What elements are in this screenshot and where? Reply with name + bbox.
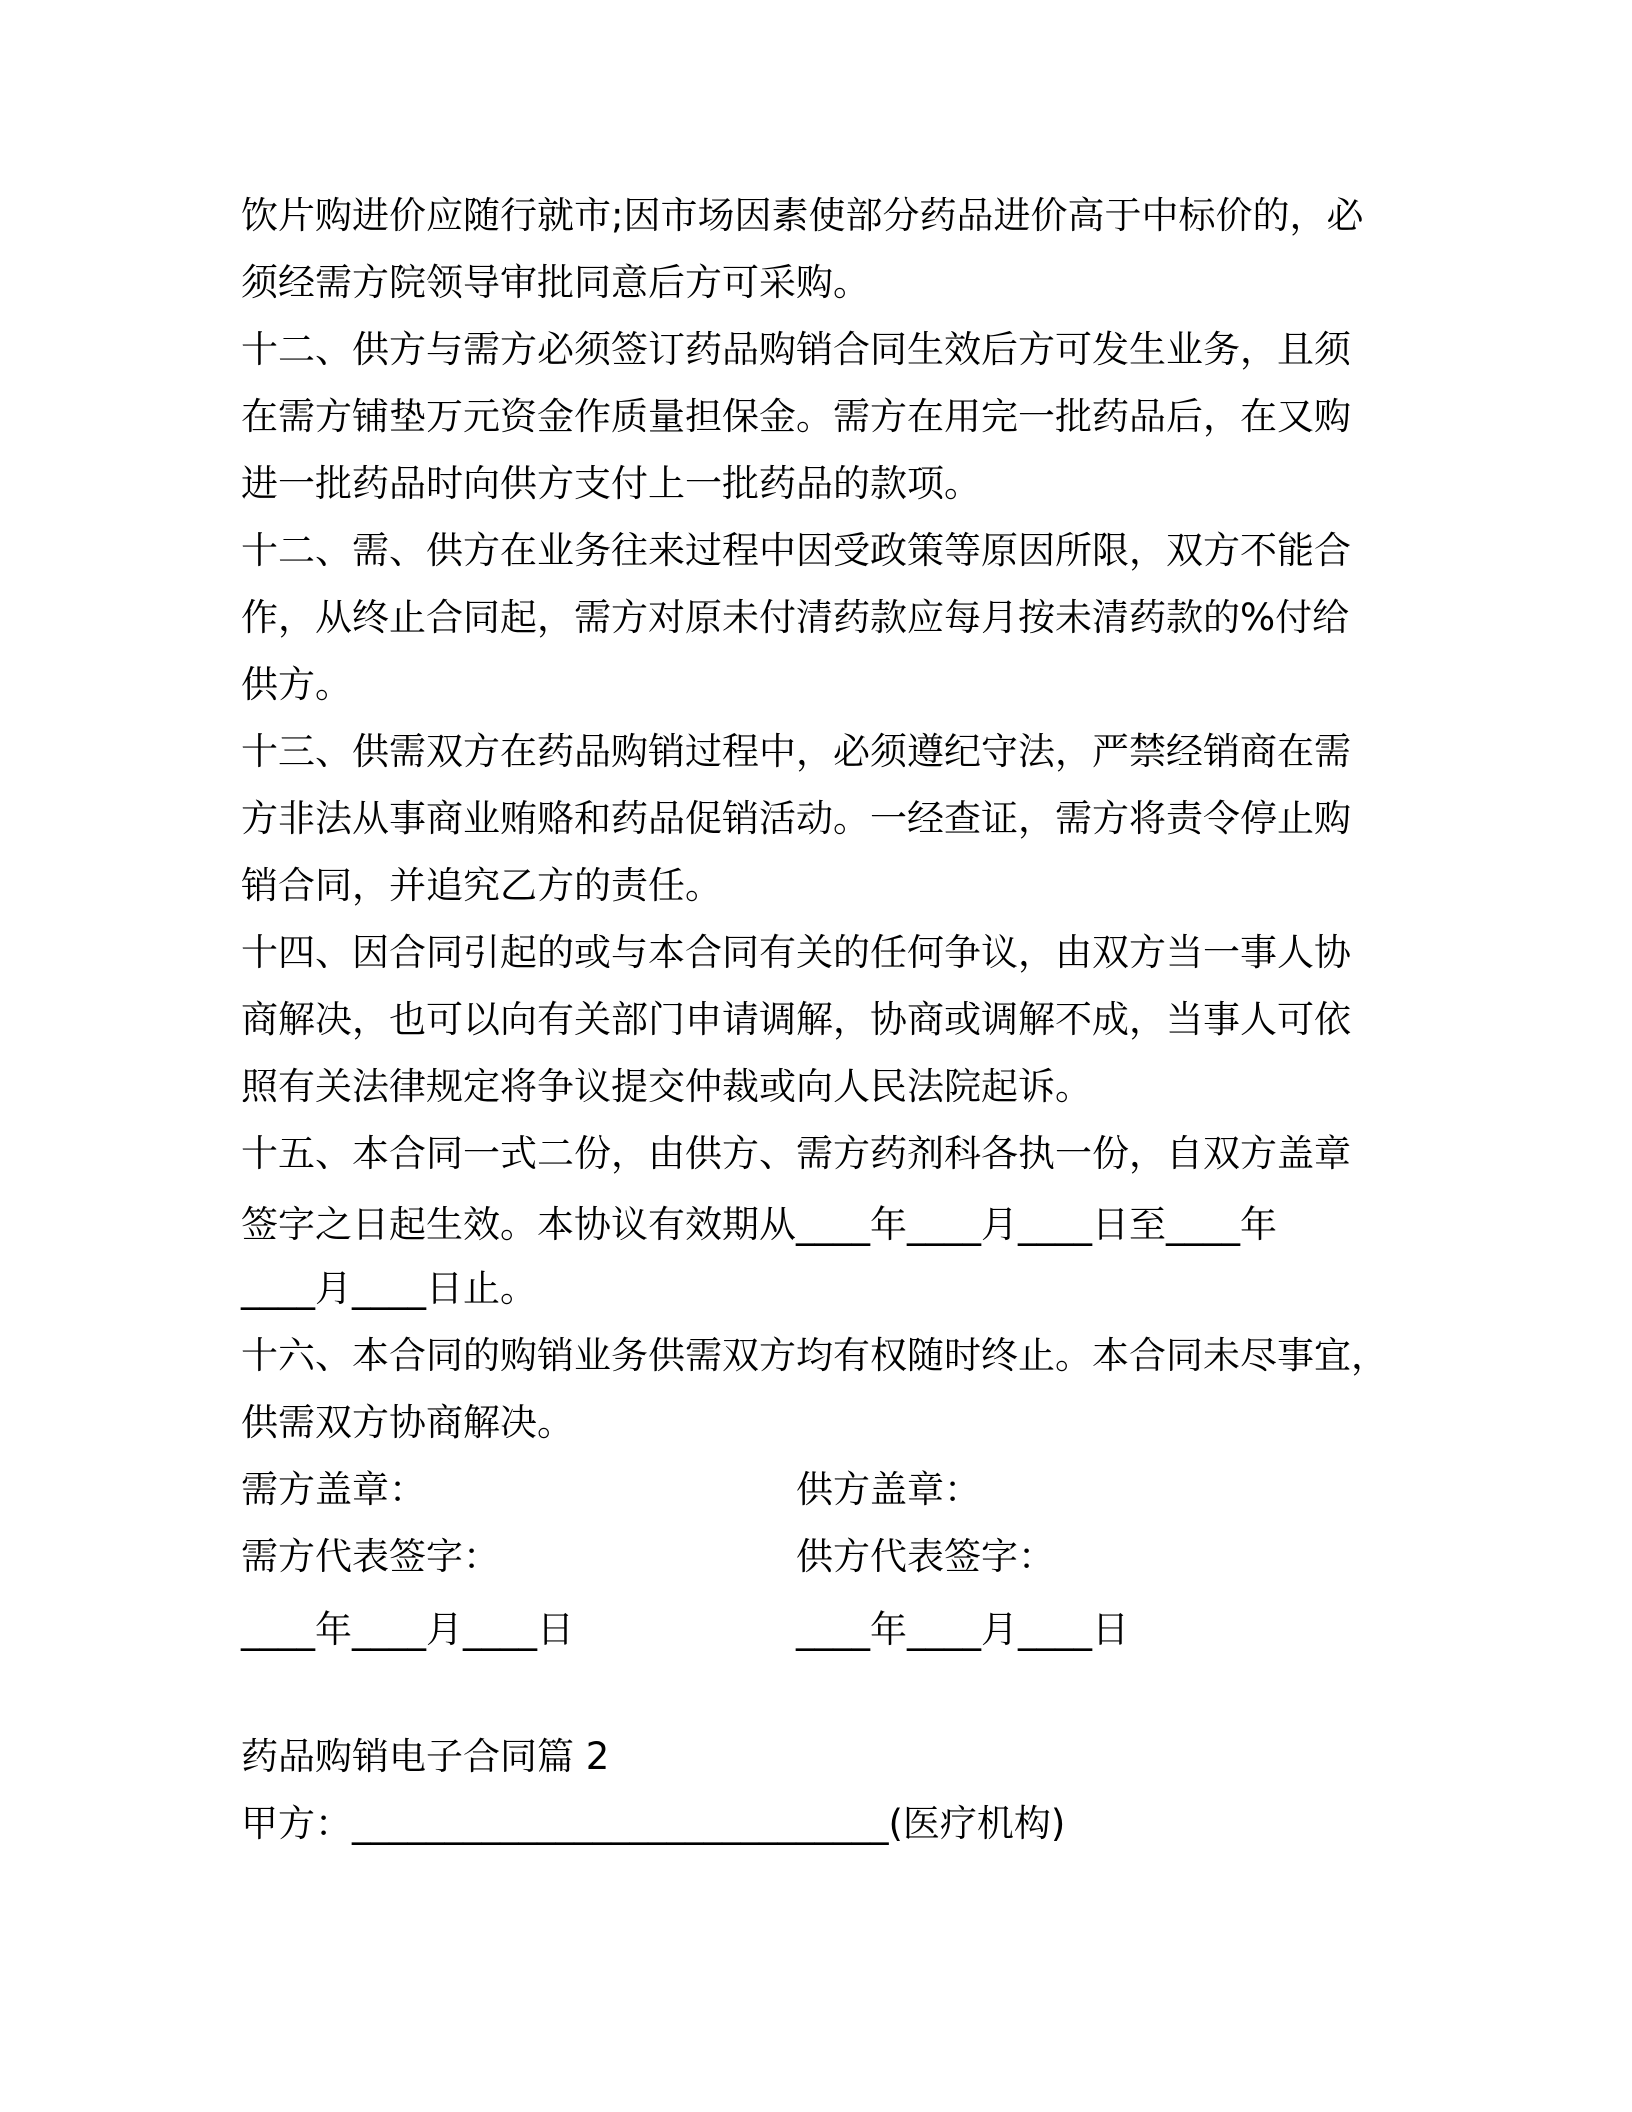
demand-date-line: ____年____月____日 — [241, 1608, 574, 1651]
section-2-title: 药品购销电子合同篇 2 — [241, 1735, 610, 1778]
clause-15-line: 十五、本合同一式二份，由供方、需方药剂科各执一份，自双方盖章 — [241, 1132, 1351, 1175]
paragraph-line: 商解决，也可以向有关部门申请调解，协商或调解不成，当事人可依 — [241, 998, 1351, 1041]
supply-rep-label: 供方代表签字： — [796, 1535, 1055, 1578]
paragraph-line: 销合同，并追究乙方的责任。 — [241, 864, 722, 907]
supply-date-line: ____年____月____日 — [796, 1608, 1129, 1651]
clause-12b-line: 十二、需、供方在业务往来过程中因受政策等原因所限，双方不能合 — [241, 529, 1351, 572]
paragraph-line: 供方。 — [241, 663, 352, 706]
paragraph-line: 在需方铺垫万元资金作质量担保金。需方在用完一批药品后，在又购 — [241, 395, 1351, 438]
party-a-line: 甲方：_____________________________(医疗机构) — [241, 1802, 1066, 1845]
clause-14-line: 十四、因合同引起的或与本合同有关的任何争议，由双方当一事人协 — [241, 931, 1351, 974]
paragraph-line: 饮片购进价应随行就市;因市场因素使部分药品进价高于中标价的，必 — [241, 194, 1364, 237]
clause-12a-line: 十二、供方与需方必须签订药品购销合同生效后方可发生业务，且须 — [241, 328, 1351, 371]
clause-16-line: 十六、本合同的购销业务供需双方均有权随时终止。本合同未尽事宜， — [241, 1334, 1388, 1377]
paragraph-line: ____月____日止。 — [241, 1267, 537, 1310]
supply-seal-label: 供方盖章： — [796, 1468, 981, 1511]
paragraph-line: 供需双方协商解决。 — [241, 1401, 574, 1444]
paragraph-line: 照有关法律规定将争议提交仲裁或向人民法院起诉。 — [241, 1065, 1092, 1108]
paragraph-line: 进一批药品时向供方支付上一批药品的款项。 — [241, 462, 981, 505]
paragraph-line: 方非法从事商业贿赂和药品促销活动。一经查证，需方将责令停止购 — [241, 797, 1351, 840]
demand-seal-label: 需方盖章： — [241, 1468, 426, 1511]
paragraph-line: 签字之日起生效。本协议有效期从____年____月____日至____年 — [241, 1203, 1277, 1246]
paragraph-line: 作，从终止合同起，需方对原未付清药款应每月按未清药款的%付给 — [241, 596, 1350, 639]
clause-13-line: 十三、供需双方在药品购销过程中，必须遵纪守法，严禁经销商在需 — [241, 730, 1351, 773]
demand-rep-label: 需方代表签字： — [241, 1535, 500, 1578]
paragraph-line: 须经需方院领导审批同意后方可采购。 — [241, 261, 870, 304]
